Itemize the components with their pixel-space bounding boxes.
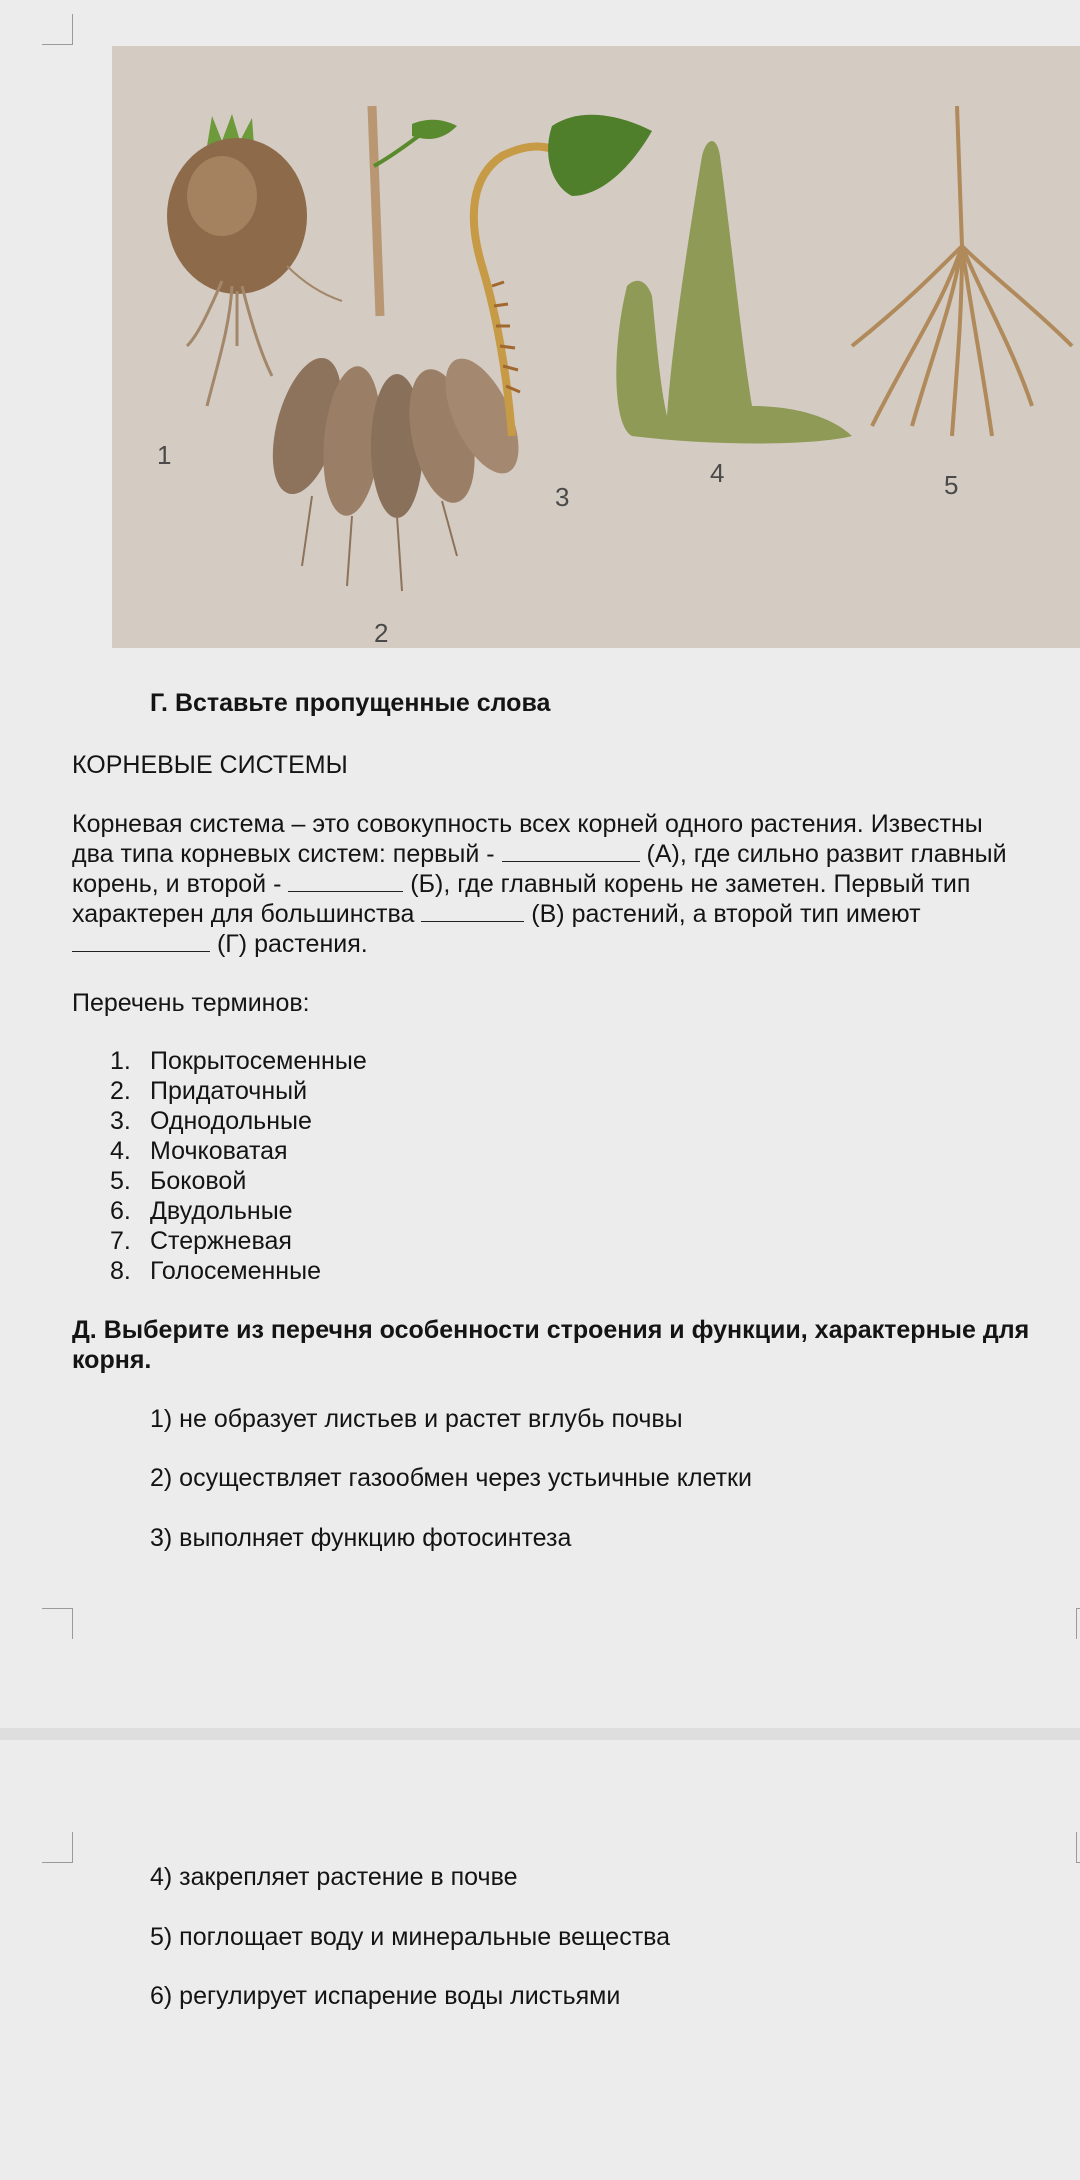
list-item [110,1226,367,1256]
figure-label-4: 4 [710,458,725,488]
figure-label-1: 1 [157,440,172,470]
topic-title: КОРНЕВЫЕ СИСТЕМЫ [72,751,348,779]
text-segment: характерен для большинства [72,900,422,928]
term-text: Боковой [150,1167,247,1195]
page-corner-mark [42,14,73,45]
term-text: Двудольные [150,1197,293,1225]
list-number: 1. [110,1047,131,1075]
text-segment: два типа корневых систем: первый - [72,840,502,868]
option-4: 4) закрепляет растение в почве [150,1863,518,1891]
list-number: 7. [110,1227,131,1255]
figure-label-2: 2 [374,618,389,648]
list-number: 6. [110,1197,131,1225]
text-segment: (Б), где главный корень не заметен. Первый тип [403,870,971,898]
page-corner-mark [1076,1608,1080,1639]
blank-g [72,929,210,952]
term-text: Голосеменные [150,1257,321,1285]
list-item [110,1166,367,1196]
text-segment: (В) растений, а второй тип имеют [524,900,921,928]
option-5: 5) поглощает воду и минеральные вещества [150,1923,671,1951]
term-text: Стержневая [150,1227,292,1255]
text-segment: (Г) растения. [210,930,368,958]
figure-label-3: 3 [555,482,570,512]
paragraph-line [72,899,1032,929]
list-number: 2. [110,1077,131,1105]
terms-title: Перечень терминов: [72,989,310,1017]
list-number: 3. [110,1107,131,1135]
paragraph-line: Корневая система – это совокупность всех корней одного растения. Известны [72,810,983,838]
paragraph-line [72,869,1032,899]
list-item [110,1076,367,1106]
option-2: 2) осуществляет газообмен через устьичные клетки [150,1464,752,1492]
list-number: 8. [110,1257,131,1285]
terms-list [110,1046,367,1286]
blank-v [421,899,524,922]
fill-in-paragraph [72,809,1032,959]
document-page-2 [0,1740,1080,2180]
figure-label-5: 5 [944,470,959,500]
section-d-heading-line1: Д. Выберите из перечня особенности строения и функции, характерные для [72,1316,1030,1344]
paragraph-line [72,929,1032,959]
page-corner-mark [42,1608,73,1639]
page-corner-mark [42,1832,73,1863]
term-text: Придаточный [150,1077,308,1105]
text-segment: корень, и второй - [72,870,289,898]
term-text: Мочковатая [150,1137,288,1165]
list-item [110,1136,367,1166]
option-1: 1) не образует листьев и растет вглубь почвы [150,1405,683,1433]
page-separator [0,1728,1080,1740]
term-text: Однодольные [150,1107,312,1135]
list-item [110,1046,367,1076]
page-corner-mark [1076,1832,1080,1863]
option-6: 6) регулирует испарение воды листьями [150,1982,621,2010]
blank-a [502,839,640,862]
paragraph-line [72,839,1032,869]
list-item [110,1196,367,1226]
text-segment: (А), где сильно развит главный [639,840,1007,868]
list-number: 4. [110,1137,131,1165]
section-g-heading: Г. Вставьте пропущенные слова [150,689,551,717]
section-d-heading-line2: корня. [72,1346,152,1374]
blank-b [288,869,403,892]
list-item [110,1256,367,1286]
list-item [110,1106,367,1136]
option-3: 3) выполняет функцию фотосинтеза [150,1524,572,1552]
list-number: 5. [110,1167,131,1195]
term-text: Покрытосеменные [150,1047,367,1075]
root-types-illustration [112,46,1080,648]
